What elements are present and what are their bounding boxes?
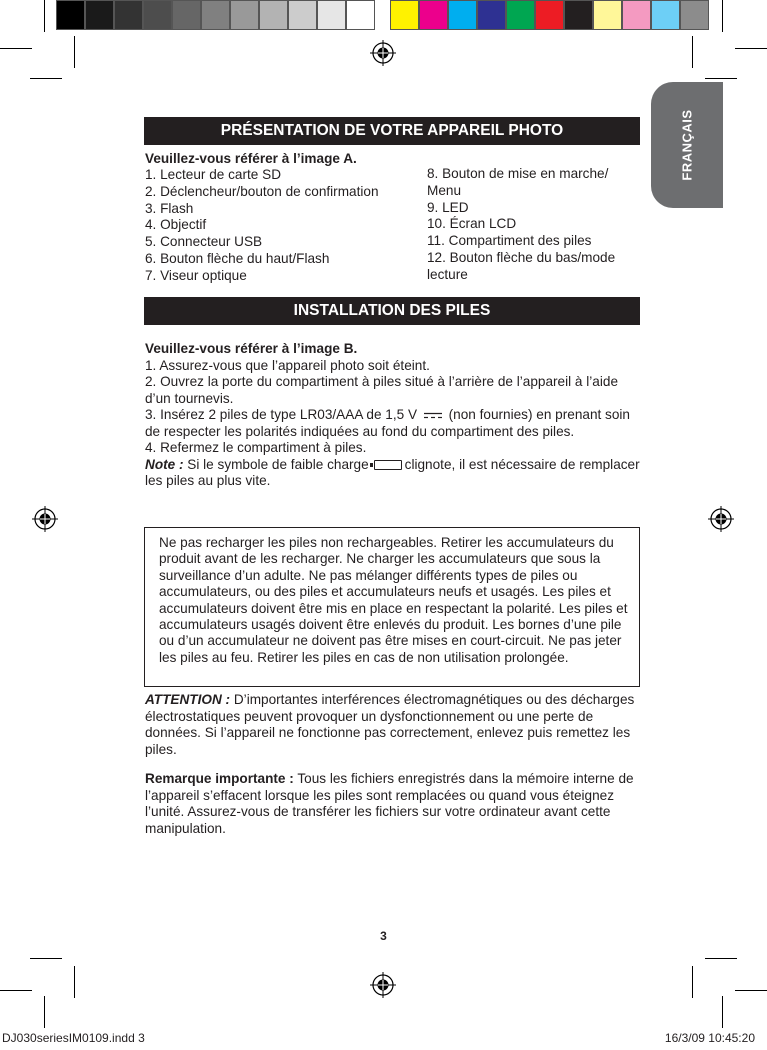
crop-mark: [44, 996, 45, 1028]
list-item: 2. Déclencheur/bouton de confirmation: [145, 183, 379, 199]
color-swatch: [622, 0, 651, 30]
note-text: clignote, il est nécessaire de remplacer les piles au plus vite.: [145, 456, 640, 488]
list-item: 8. Bouton de mise en marche/ Menu: [427, 166, 609, 198]
crop-mark: [74, 36, 75, 68]
section-title-presentation: [144, 117, 640, 145]
crop-mark: [692, 966, 693, 998]
color-swatch: [346, 0, 375, 30]
attention-text: D’importantes interférences électromagnétiques ou des décharges électrostatiques peuvent provoquer un dysfonctionnement ou une perte de données. Si l’appareil ne fonctionne pas correctement, enlevez puis remettez les piles.: [145, 692, 635, 757]
page-number: 3: [380, 929, 387, 943]
color-swatch: [288, 0, 317, 30]
list-item: 7. Viseur optique: [145, 267, 247, 283]
color-swatch: [564, 0, 593, 30]
color-swatch: [593, 0, 622, 30]
color-swatch: [651, 0, 680, 30]
crop-mark: [30, 958, 62, 959]
color-swatch: [143, 0, 172, 30]
step-3-text: (non fournies) en prenant soin de respecter les polarités indiquées au fond du compartiment des piles.: [145, 407, 630, 439]
battery-warning-box: [144, 527, 640, 687]
color-swatch: [114, 0, 143, 30]
color-swatch: [448, 0, 477, 30]
intro-text: Veuillez-vous référer à l’image B.: [145, 341, 358, 356]
battery-instructions: [145, 341, 641, 490]
warning-text: Ne pas recharger les piles non rechargeables. Retirer les accumulateurs du produit avant de les recharger. Ne charger les accumulateurs que sous la surveillance d’un adulte. Ne pas mélanger différents types de piles ou accumulateurs, ou des piles et accumulateurs neufs et usagés. Les piles et accumulateurs doivent être mis en place en respectant la polarité. Les piles et accumulateurs usagés doivent être enlevés du produit. Les bornes d’une pile ou d’un accumulateur ne doivent pas être mises en court-circuit. Ne pas jeter les piles au feu. Retirer les piles en cas de non utilisation prolongée.: [159, 535, 628, 665]
color-swatch: [390, 0, 419, 30]
low-battery-icon: [374, 460, 402, 470]
remarque-label: Remarque importante :: [145, 771, 294, 786]
color-swatch: [172, 0, 201, 30]
crop-mark: [705, 958, 737, 959]
section-title-batteries: [144, 297, 640, 325]
color-swatch: [259, 0, 288, 30]
section-title-text: PRÉSENTATION DE VOTRE APPAREIL PHOTO: [220, 122, 564, 139]
intro-text: Veuillez-vous référer à l’image A.: [145, 151, 357, 166]
note-text: Si le symbole de faible charge: [187, 456, 369, 472]
crop-mark: [722, 996, 723, 1028]
note: [145, 457, 641, 490]
language-tab-label: FRANÇAIS: [679, 109, 695, 181]
registration-target-icon: [32, 506, 58, 532]
step-3: [145, 407, 641, 440]
registration-target-icon: [370, 972, 396, 998]
section-title-text: INSTALLATION DES PILES: [293, 302, 491, 319]
step-3-text: 3. Insérez 2 piles de type LR03/AAA de 1,5 V: [145, 407, 418, 422]
crop-mark: [735, 990, 767, 991]
crop-mark: [0, 48, 32, 49]
crop-mark: [705, 78, 737, 79]
remarque-text: Tous les fichiers enregistrés dans la mémoire interne de l’appareil s’effacent lorsque les piles sont remplacées ou quand vous éteignez l’unité. Assurez-vous de transférer les fichiers sur votre ordinateur avant cette manipulation.: [145, 771, 634, 836]
registration-target-icon: [708, 506, 734, 532]
list-item: 9. LED: [427, 199, 469, 215]
step-2: 2. Ouvrez la porte du compartiment à piles situé à l’arrière de l’appareil à l’aide d’un tournevis.: [145, 374, 619, 406]
section-intro: [145, 151, 357, 168]
footer-filename: DJ030seriesIM0109.indd 3: [2, 1031, 145, 1045]
list-item: 5. Connecteur USB: [145, 234, 263, 250]
note-label: Note :: [145, 456, 184, 472]
color-swatch: [419, 0, 448, 30]
list-item: 10. Écran LCD: [427, 216, 517, 232]
list-item: 6. Bouton flèche du haut/Flash: [145, 250, 330, 266]
registration-target-icon: [370, 40, 396, 66]
color-swatch: [201, 0, 230, 30]
color-swatch: [230, 0, 259, 30]
important-note-paragraph: [145, 771, 635, 837]
parts-list-left: [145, 167, 415, 285]
list-item: 4. Objectif: [145, 217, 207, 233]
attention-label: ATTENTION :: [145, 692, 231, 707]
crop-mark: [74, 966, 75, 998]
list-item: 1. Lecteur de carte SD: [145, 167, 282, 182]
language-tab: [651, 82, 723, 208]
attention-paragraph: [145, 692, 642, 758]
color-swatch: [535, 0, 564, 30]
step-1: 1. Assurez-vous que l’appareil photo soit éteint.: [145, 357, 430, 373]
color-swatch: [85, 0, 114, 30]
parts-list-right: [427, 166, 639, 284]
step-4: 4. Refermez le compartiment à piles.: [145, 440, 367, 455]
list-item: 12. Bouton flèche du bas/mode lecture: [427, 249, 616, 282]
crop-mark: [30, 78, 62, 79]
crop-mark: [0, 990, 32, 991]
crop-mark: [44, 0, 45, 32]
list-item: 11. Compartiment des piles: [427, 233, 592, 249]
dc-voltage-symbol-icon: [423, 412, 443, 419]
crop-mark: [722, 0, 723, 32]
footer-timestamp: 16/3/09 10:45:20: [664, 1031, 755, 1045]
color-swatch: [680, 0, 709, 30]
crop-mark: [735, 48, 767, 49]
color-swatch: [317, 0, 346, 30]
color-swatch: [56, 0, 85, 30]
color-swatch: [477, 0, 506, 30]
crop-mark: [692, 36, 693, 68]
list-item: 3. Flash: [145, 200, 194, 216]
color-swatch: [506, 0, 535, 30]
